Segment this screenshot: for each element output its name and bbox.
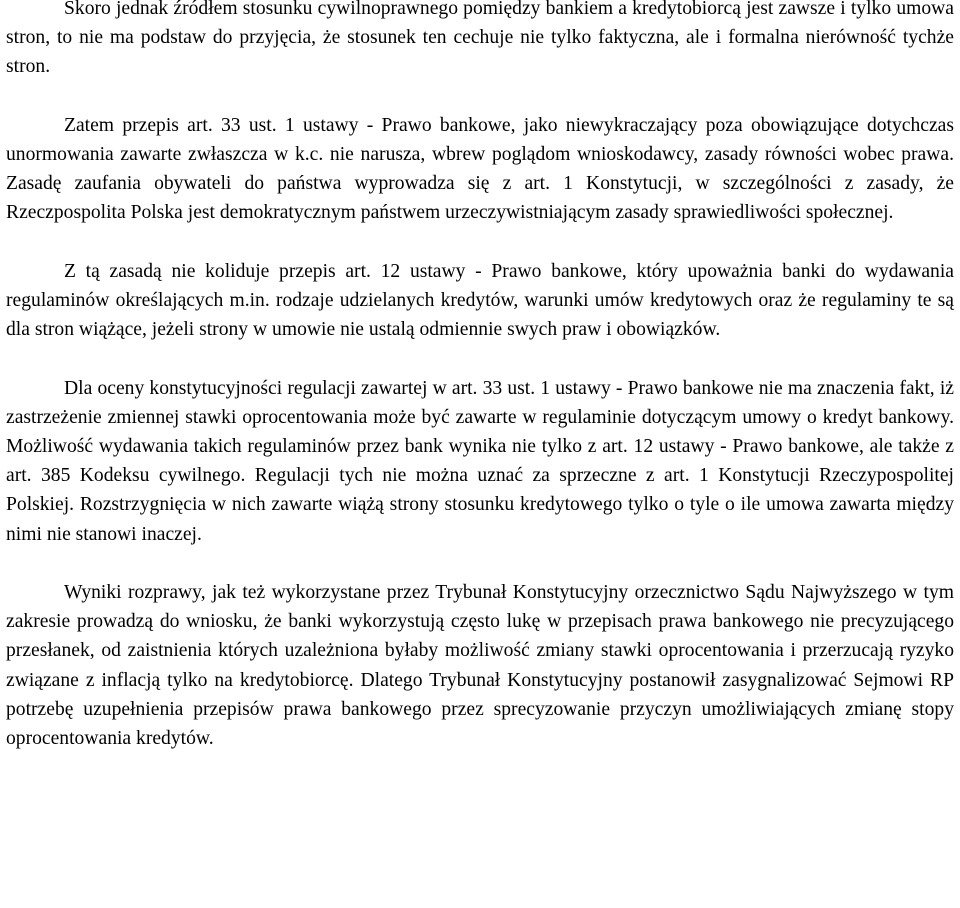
paragraph-2: Zatem przepis art. 33 ust. 1 ustawy - Prawo bankowe, jako niewykraczający poza obowiązujące dotychczas unormowania zawarte zwłaszcza w k.c. nie narusza, wbrew poglądom wnioskodawcy, zasady równości wobec prawa. Zasadę zaufania obywateli do państwa wyprowadza się z art. 1 Konstytucji, w szczególności z zasady, że Rzeczpospolita Polska jest demokratycznym państwem urzeczywistniającym zasady sprawiedliwości społecznej. (6, 114, 954, 224)
paragraph-5: Wyniki rozprawy, jak też wykorzystane przez Trybunał Konstytucyjny orzecznictwo Sądu Najwyższego w tym zakresie prowadzą do wniosku, że banki wykorzystują często lukę w przepisach prawa bankowego nie precyzującego przesłanek, od zaistnienia których uzależniona byłaby możliwość zmiany stawki oprocentowania i przerzucają ryzyko związane z inflacją tylko na kredytobiorcę. Dlatego Trybunał Konstytucyjny postanowił zasygnalizować Sejmowi RP potrzebę uzupełnienia przepisów prawa bankowego przez sprecyzowanie przyczyn umożliwiających zmianę stopy oprocentowania kredytów. (6, 582, 954, 750)
paragraph-1: Skoro jednak źródłem stosunku cywilnoprawnego pomiędzy bankiem a kredytobiorcą jest zawsze i tylko umowa stron, to nie ma podstaw do przyjęcia, że stosunek ten cechuje nie tylko faktyczna, ale i formalna nierówność tychże stron. (6, 0, 954, 78)
paragraph-3: Z tą zasadą nie koliduje przepis art. 12 ustawy - Prawo bankowe, który upoważnia banki do wydawania regulaminów określających m.in. rodzaje udzielanych kredytów, warunki umów kredytowych oraz że regulaminy te są dla stron wiążące, jeżeli strony w umowie nie ustalą odmiennie swych praw i obowiązków. (6, 260, 954, 341)
paragraph-4: Dla oceny konstytucyjności regulacji zawartej w art. 33 ust. 1 ustawy - Prawo bankowe nie ma znaczenia fakt, iż zastrzeżenie zmiennej stawki oprocentowania może być zawarte w regulaminie dotyczącym umowy o kredyt bankowy. Możliwość wydawania takich regulaminów przez bank wynika nie tylko z art. 12 ustawy - Prawo bankowe, ale także z art. 385 Kodeksu cywilnego. Regulacji tych nie można uznać za sprzeczne z art. 1 Konstytucji Rzeczypospolitej Polskiej. Rozstrzygnięcia w nich zawarte wiążą strony stosunku kredytowego tylko o tyle o ile umowa zawarta między nimi nie stanowi inaczej. (6, 377, 954, 545)
